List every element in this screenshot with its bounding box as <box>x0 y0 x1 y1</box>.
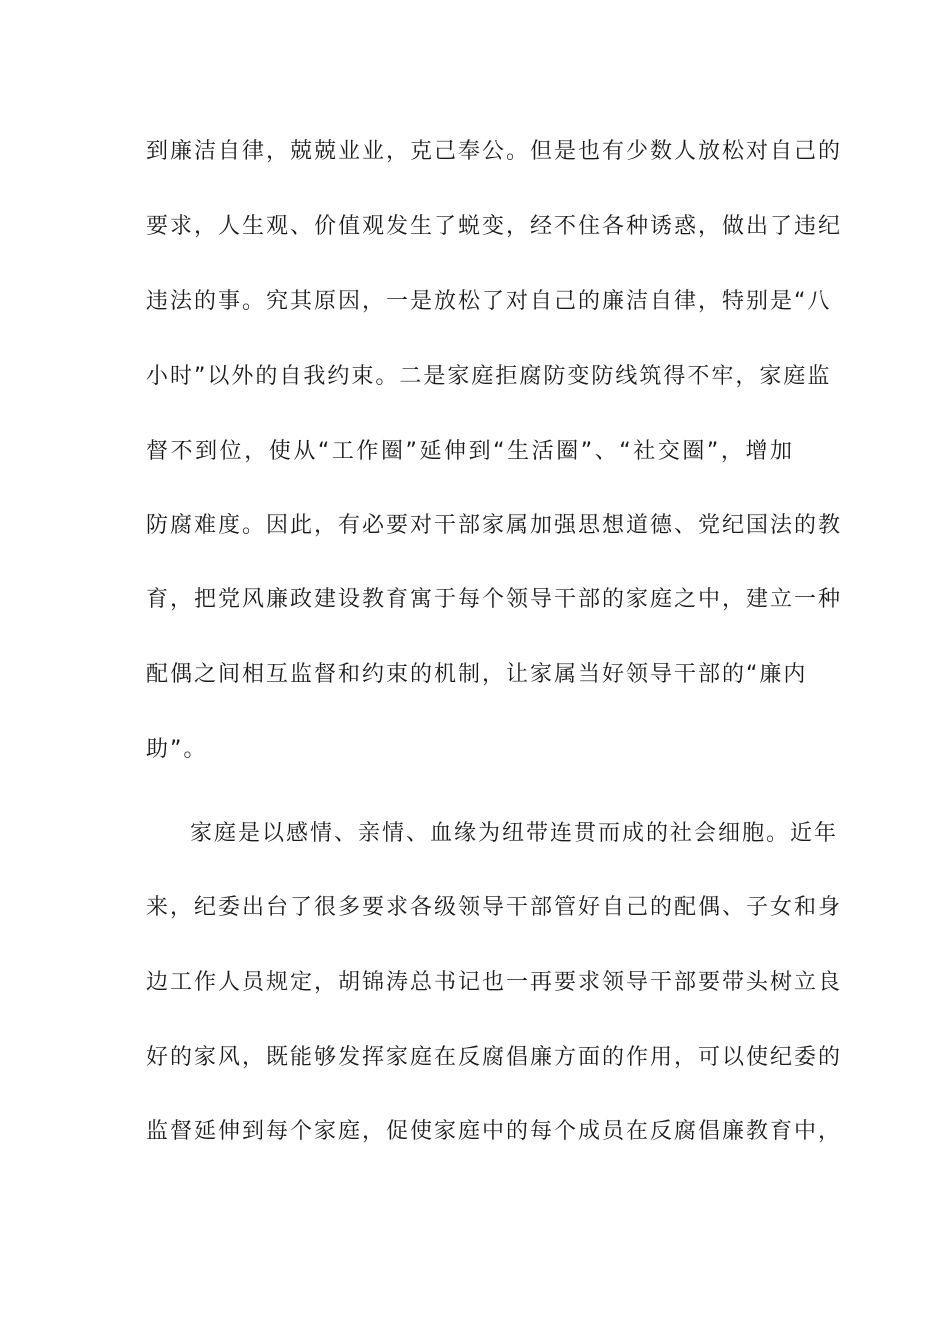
text-line: 违法的事。究其原因，一是放松了对自己的廉洁自律，特别是“八 <box>146 289 832 314</box>
text-line: 督不到位，使从“工作圈”延伸到“生活圈”、“社交圈”，增加 <box>146 439 794 464</box>
text-line: 家庭是以感情、亲情、血缘为纽带连贯而成的社会细胞。近年 <box>190 821 839 846</box>
text-line: 配偶之间相互监督和约束的机制，让家属当好领导干部的“廉内 <box>146 662 808 687</box>
text-line: 防腐难度。因此，有必要对干部家属加强思想道德、党纪国法的教 <box>146 513 843 538</box>
text-line: 来，纪委出台了很多要求各级领导干部管好自己的配偶、子女和身 <box>146 895 843 920</box>
text-line: 助”。 <box>146 737 208 762</box>
text-line: 育，把党风廉政建设教育寓于每个领导干部的家庭之中，建立一种 <box>146 587 843 612</box>
text-line: 到廉洁自律，兢兢业业，克己奉公。但是也有少数人放松对自己的 <box>146 139 843 164</box>
text-line: 好的家风，既能够发挥家庭在反腐倡廉方面的作用，可以使纪委的 <box>146 1045 843 1070</box>
text-line: 边工作人员规定，胡锦涛总书记也一再要求领导干部要带头树立良 <box>146 970 843 995</box>
text-line: 要求，人生观、价值观发生了蜕变，经不住各种诱惑，做出了违纪 <box>146 214 843 239</box>
text-line: 小时”以外的自我约束。二是家庭拒腐防变防线筑得不牢，家庭监 <box>146 364 832 389</box>
text-line: 监督延伸到每个家庭，促使家庭中的每个成员在反腐倡廉教育中， <box>146 1119 843 1144</box>
